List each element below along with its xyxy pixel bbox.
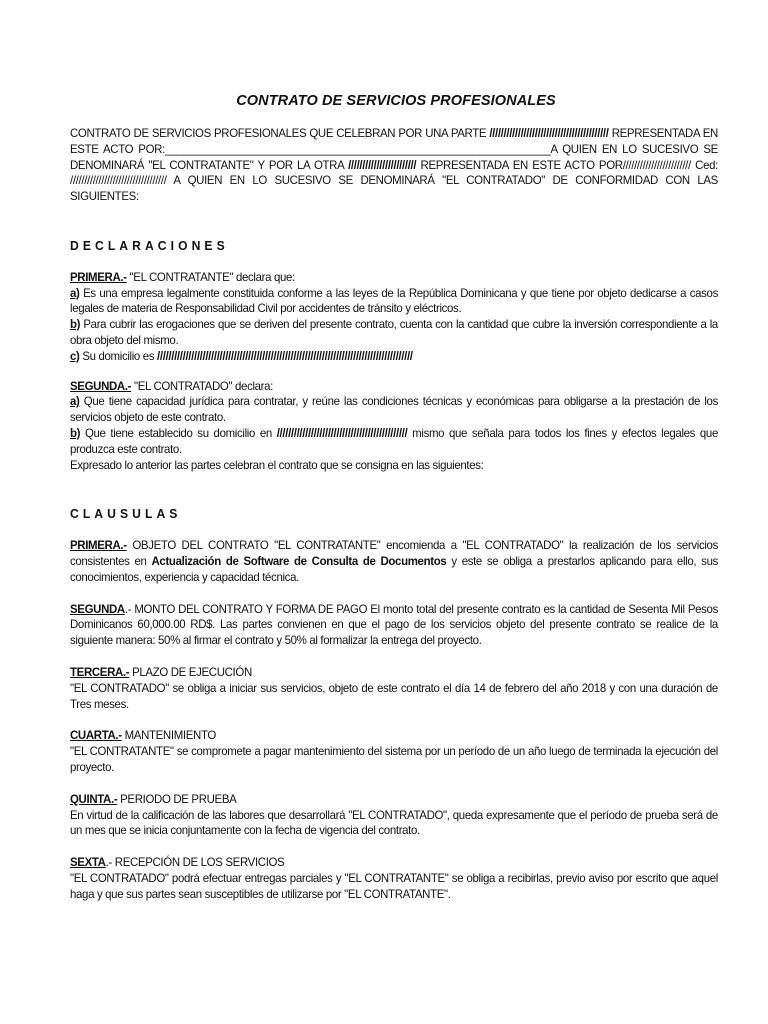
decl-segunda-b-text-1: Que tiene establecido su domicilio en xyxy=(80,425,277,440)
clausula-primera-text-2: y este se obliga a prestarlos aplicando para ello, sus conocimientos, experiencia y capacidad técnica. xyxy=(70,553,718,584)
document-title: CONTRATO DE SERVICIOS PROFESIONALES xyxy=(236,93,556,109)
decl-segunda-b-text-2: mismo que señala para todos los fines y efectos legales que produzca este contrato. xyxy=(70,425,718,456)
clausula-sexta-heading xyxy=(70,855,718,871)
clausula-quinta-label: QUINTA.- xyxy=(70,791,118,806)
spacer xyxy=(70,365,718,379)
spacer xyxy=(70,776,718,792)
clausula-cuarta-label: CUARTA.- xyxy=(70,728,122,743)
clausulas-heading: CLAUSULAS xyxy=(70,507,182,522)
decl-segunda-lead xyxy=(70,379,718,395)
decl-segunda-lead-text: "EL CONTRATADO" declara: xyxy=(131,378,274,393)
clausula-primera-label: PRIMERA.- xyxy=(70,538,127,553)
decl-segunda-label: SEGUNDA.- xyxy=(70,378,132,393)
spacer xyxy=(70,586,718,602)
decl-primera-item-b xyxy=(70,317,718,349)
clausula-sexta-label: SEXTA xyxy=(70,855,106,870)
clausula-segunda-label: SEGUNDA xyxy=(70,601,125,616)
intro-text-1: CONTRATO DE SERVICIOS PROFESIONALES QUE CELEBRAN POR UNA PARTE xyxy=(70,126,490,140)
decl-primera-c-text: Su domicilio es xyxy=(79,348,158,363)
decl-closing-sentence: Expresado lo anterior las partes celebran el contrato que se consigna en las siguientes: xyxy=(70,457,484,472)
clausula-cuarta-text: "EL CONTRATANTE" se compromete a pagar mantenimiento del sistema por un período de un año luego de terminada la ejecución del proyecto. xyxy=(70,744,718,774)
spacer xyxy=(70,839,718,855)
clausula-primera xyxy=(70,538,718,585)
clausula-sexta-text: "EL CONTRATADO" podrá efectuar entregas parciales y "EL CONTRATANTE" se obliga a recibirlas, previo aviso por escrito que aquel haga y que sus partes sean susceptibles de utilizarse por "EL CONTRATANTE". xyxy=(70,870,718,901)
clausula-cuarta-heading xyxy=(70,728,718,744)
clausula-segunda xyxy=(70,602,718,649)
clausula-sexta-title: .- RECEPCIÓN DE LOS SERVICIOS xyxy=(105,855,285,870)
decl-segunda-item-b xyxy=(70,426,718,458)
decl-primera-item-c xyxy=(70,349,718,365)
decl-primera-c-label: c) xyxy=(70,348,80,363)
intro-paragraph xyxy=(70,126,718,205)
spacer xyxy=(70,649,718,665)
decl-primera-item-a xyxy=(70,286,718,318)
spacer xyxy=(70,712,718,728)
clausula-quinta-title: PERIODO DE PRUEBA xyxy=(117,791,237,806)
decl-segunda-a-label: a) xyxy=(70,394,80,409)
decl-primera-label: PRIMERA.- xyxy=(70,269,127,284)
clausula-tercera-text: "EL CONTRATADO" se obliga a iniciar sus servicios, objeto de este contrato el día 14 de febrero del año 2018 y con una duración de Tres meses. xyxy=(70,680,718,711)
decl-primera-lead-text: "EL CONTRATANTE" declara que: xyxy=(126,269,295,284)
clausula-primera-text-1: OBJETO DEL CONTRATO "EL CONTRATANTE" encomienda a "EL CONTRATADO" la realización de los servicios consistentes en xyxy=(70,538,718,568)
clausula-quinta-heading xyxy=(70,792,718,808)
decl-primera-a-text: Es una empresa legalmente constituida conforme a las leyes de la República Dominicana y que tiene por objeto dedicarse a casos legales de materia de Responsabilidad Civil por accidentes de tránsito y eléctricos. xyxy=(70,285,718,316)
intro-slashes-2: //////////////////////// xyxy=(348,157,417,172)
decl-segunda-b-slashes: ////////////////////////////////////////////// xyxy=(276,425,408,440)
decl-primera-b-label: b) xyxy=(70,317,81,332)
document-body xyxy=(70,126,718,902)
clausula-tercera-title: PLAZO DE EJECUCIÓN xyxy=(129,664,252,679)
decl-primera-lead xyxy=(70,270,718,286)
decl-primera-b-text: Para cubrir las erogaciones que se deriven del presente contrato, cuenta con la cantidad que cubre la inversión correspondiente a la obra objeto del mismo. xyxy=(70,317,718,347)
decl-segunda-item-a xyxy=(70,394,718,426)
declaraciones-heading: DECLARACIONES xyxy=(70,238,229,253)
clausula-tercera-heading xyxy=(70,665,718,681)
intro-slashes-1: ////////////////////////////////////////// xyxy=(489,126,609,140)
clausula-primera-service: Actualización de Software de Consulta de Documentos xyxy=(151,553,447,568)
clausula-cuarta-title: MANTENIMIENTO xyxy=(121,728,216,743)
clausula-quinta-text: En virtud de la calificación de las labores que desarrollará "EL CONTRATADO", queda expresamente que el período de prueba será de un mes que se inicia conjuntamente con la fecha de vigencia del contrato. xyxy=(70,807,718,838)
decl-segunda-b-label: b) xyxy=(70,425,81,440)
clausula-segunda-text: .- MONTO DEL CONTRATO Y FORMA DE PAGO El monto total del presente contrato es la cantidad de Sesenta Mil Pesos Dominicanos 60,000.00 RD$. Las partes convienen en que el pago de los servicios objeto del presente contrato se realice de la siguiente manera: 50% al firmar el contrato y 50% al formalizar la entrega del proyecto. xyxy=(70,601,718,648)
decl-primera-a-label: a) xyxy=(70,285,80,300)
clausula-tercera-label: TERCERA.- xyxy=(70,664,130,679)
decl-primera-c-slashes: ////////////////////////////////////////////////////////////////////////////////////////// xyxy=(157,348,413,363)
intro-text-2: REPRESENTADA EN ESTE ACTO POR:________________________________________________________________A QUIEN EN LO SUCESIVO SE DENOMINARÁ "EL CONTRATANTE" Y POR LA OTRA xyxy=(70,126,718,172)
intro-text-3: REPRESENTADA EN ESTE ACTO POR//////////////////////// Ced: ////////////////////////////////// A QUIEN EN LO SUCESIVO SE DENOMINARÁ "EL CONTRATADO" DE CONFORMIDAD CON LAS SIGUIENTES: xyxy=(70,157,718,204)
decl-segunda-a-text: Que tiene capacidad jurídica para contratar, y reúne las condiciones técnicas y económicas para obligarse a la prestación de los servicios objeto de este contrato. xyxy=(70,394,718,425)
